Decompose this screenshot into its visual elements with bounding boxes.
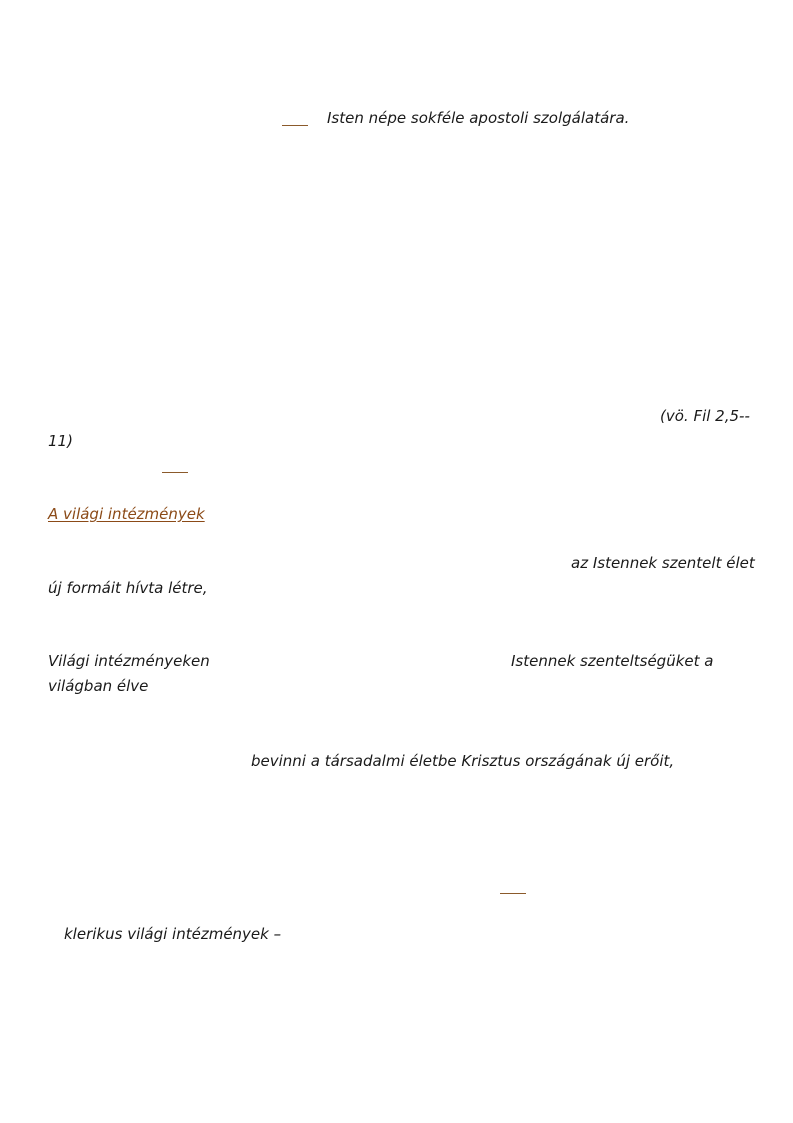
scripture-reference-end: 11) — [48, 432, 73, 450]
scripture-reference-start: (vö. Fil 2,5-- — [660, 407, 750, 425]
text-line-consecrated-life: az Istennek szentelt élet — [571, 554, 755, 572]
text-line-apostolic-service: Isten népe sokféle apostoli szolgálatára. — [327, 109, 630, 127]
text-line-clerical-institutes: klerikus világi intézmények – — [64, 925, 282, 943]
footnote-marker-rule-1 — [282, 125, 308, 126]
text-line-secular-institutes: Világi intézményeken — [48, 652, 210, 670]
footnote-marker-rule-2 — [162, 472, 188, 473]
text-line-new-forms: új formáit hívta létre, — [48, 579, 208, 597]
section-heading-link[interactable]: A világi intézmények — [48, 505, 205, 523]
text-line-consecration: Istennek szenteltségüket a — [511, 652, 714, 670]
text-line-living-in-world: világban élve — [48, 677, 149, 695]
text-line-kingdom-forces: bevinni a társadalmi életbe Krisztus országának új erőit, — [251, 752, 675, 770]
footnote-marker-rule-3 — [500, 893, 526, 894]
